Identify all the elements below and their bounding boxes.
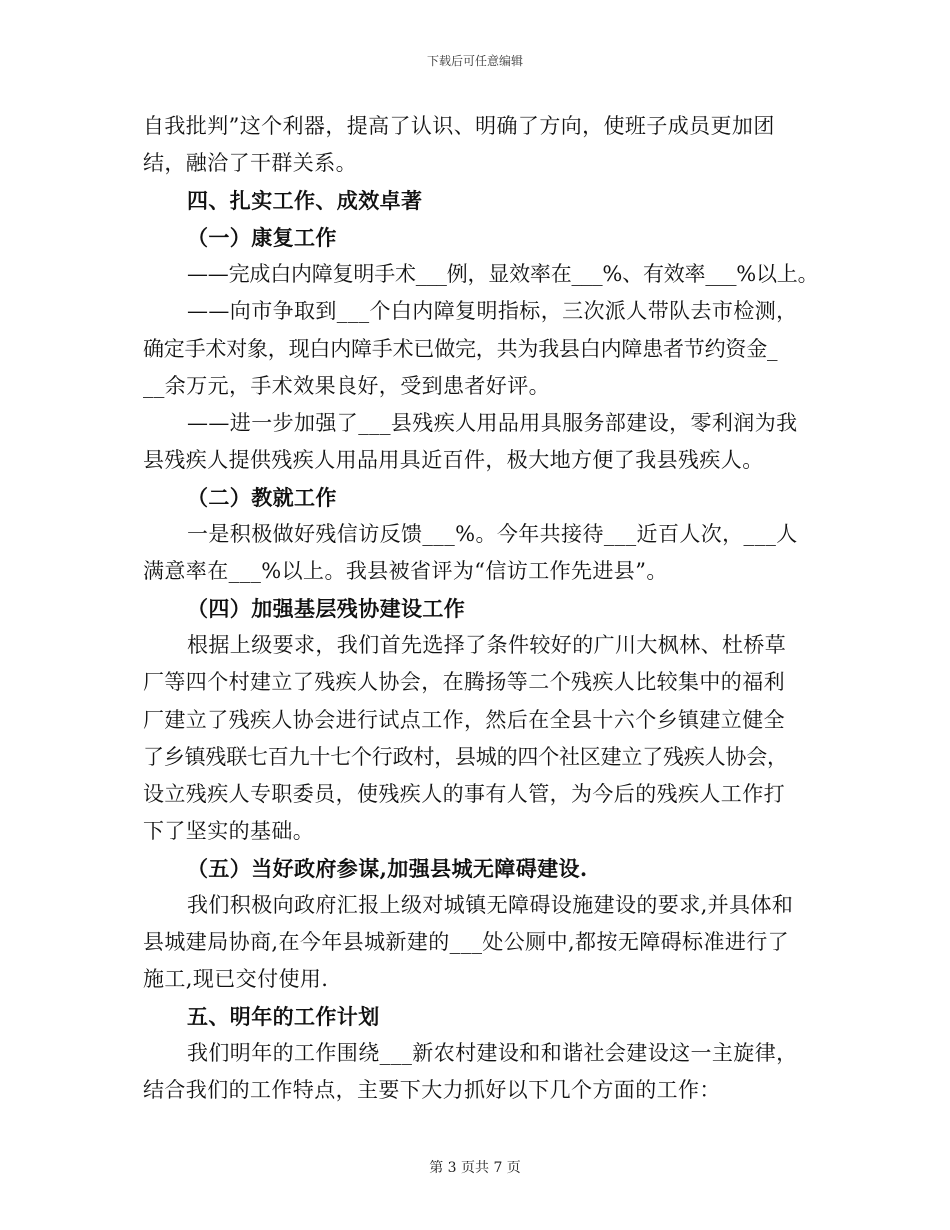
paragraph-line: 县城建局协商,在今年县城新建的___处公厕中,都按无障碍标准进行了 [143, 930, 790, 955]
paragraph-line: 结合我们的工作特点，主要下大力抓好以下几个方面的工作： [143, 1078, 721, 1103]
paragraph-line: 一是积极做好残信访反馈___%。今年共接待___近百人次，___人 [187, 522, 798, 547]
section-heading: 四、扎实工作、成效卓著 [187, 188, 423, 214]
page-footer: 第 3 页共 7 页 [429, 1160, 521, 1176]
paragraph-line: 设立残疾人专职委员，使残疾人的事有人管，为今后的残疾人工作打 [143, 781, 785, 806]
page-header: 下载后可任意编辑 [426, 54, 523, 68]
paragraph-line: 满意率在___%以上。我县被省评为“信访工作先进县”。 [143, 559, 668, 584]
paragraph-line: 结，融洽了干群关系。 [143, 151, 357, 176]
subsection-heading: （五）当好政府参谋,加强县城无障碍建设. [187, 855, 588, 881]
paragraph-line: 自我批判”这个利器，提高了认识、明确了方向，使班子成员更加团 [143, 114, 775, 138]
paragraph-line: 我们明年的工作围绕___新农村建设和和谐社会建设这一主旋律， [187, 1041, 798, 1066]
paragraph-line: ——完成白内障复明手术___例，显效率在___%、有效率___%以上。 [187, 262, 819, 287]
section-heading: 五、明年的工作计划 [187, 1004, 380, 1030]
paragraph-line: 了乡镇残联七百九十七个行政村，县城的四个社区建立了残疾人协会， [143, 744, 788, 769]
paragraph-line: 下了坚实的基础。 [143, 818, 315, 843]
subsection-heading: （二）教就工作 [187, 484, 337, 510]
paragraph-line: 我们积极向政府汇报上级对城镇无障碍设施建设的要求,并具体和 [187, 892, 794, 917]
paragraph-line: 施工,现已交付使用. [143, 967, 329, 992]
paragraph-line: 确定手术对象，现白内障手术已做完，共为我县白内障患者节约资金_ [143, 336, 778, 361]
paragraph-line: 根据上级要求，我们首先选择了条件较好的广川大枫林、杜桥草 [187, 633, 787, 658]
paragraph-line: __余万元，手术效果良好，受到患者好评。 [143, 373, 550, 398]
paragraph-line: 厂建立了残疾人协会进行试点工作，然后在全县十六个乡镇建立健全 [143, 707, 785, 732]
paragraph-line: ——进一步加强了___县残疾人用品用具服务部建设，零利润为我 [187, 410, 798, 435]
paragraph-line: ——向市争取到___个白内障复明指标，三次派人带队去市检测， [187, 299, 798, 324]
document-body [143, 108, 819, 1110]
subsection-heading: （一）康复工作 [187, 225, 337, 251]
paragraph-line: 厂等四个村建立了残疾人协会，在腾扬等二个残疾人比较集中的福利 [143, 670, 785, 695]
subsection-heading: （四）加强基层残协建设工作 [187, 596, 466, 622]
paragraph-line: 县残疾人提供残疾人用品用具近百件，极大地方便了我县残疾人。 [143, 447, 764, 472]
